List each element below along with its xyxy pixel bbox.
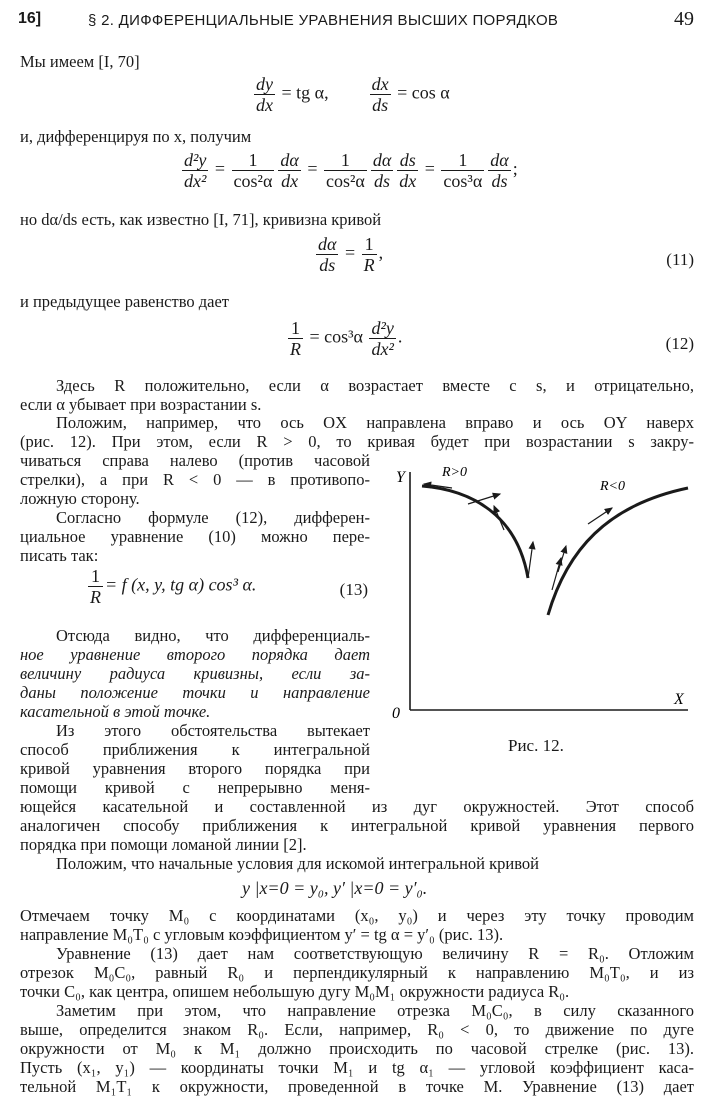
text-line: циальное уравнение (10) можно пере-	[20, 527, 370, 546]
section-marker: 16]	[18, 10, 42, 27]
axis-x-label: X	[674, 691, 684, 708]
text-line: порядка при помощи ломаной линии [2].	[20, 835, 307, 854]
text-line: ющейся касательной и составленной из дуг окружностей. Этот способ	[20, 797, 694, 816]
text-line: Заметим при этом, что направление отрезка M₀C₀, в силу сказанного	[56, 1001, 694, 1020]
text-line: выше, определится знаком R₀. Если, например, R₀ < 0, то движение по дуге	[20, 1020, 694, 1039]
text-line: ное уравнение второго порядка дает	[20, 645, 370, 664]
text-line: способ приближения к интегральной	[20, 740, 370, 759]
text-line: тельной M₁T₁ к окружности, проведенной в точке M. Уравнение (13) дает	[20, 1077, 694, 1096]
figure-caption: Рис. 12.	[508, 736, 564, 755]
text-line: окружности от M₀ к M₁ должно происходить по часовой стрелке (рис. 13).	[20, 1039, 694, 1058]
text-line: Мы имеем [I, 70]	[20, 52, 140, 71]
equation-number: (12)	[665, 334, 694, 353]
text-line: помощи кривой с непрерывно меня-	[20, 778, 370, 797]
text-line: но dα/ds есть, как известно [I, 71], кривизна кривой	[20, 210, 382, 229]
text-line: Пусть (x₁, y₁) — координаты точки M₁ и tg α₁ — угловой коэффициент каса-	[20, 1058, 694, 1077]
fraction-numerator: dx	[371, 74, 389, 94]
text-line: Положим, что начальные условия для искомой интегральной кривой	[56, 854, 539, 873]
equation-13: $\frac{1}{R}$ = f (x, y, tg α) cos³ α.	[90, 566, 257, 607]
curve-positive	[422, 486, 528, 578]
text-line: аналогичен способу приближения к интегральной кривой уравнения первого	[20, 816, 694, 835]
text-line: чиваться справа налево (против часовой	[20, 451, 370, 470]
text-line: даны положение точки и направление	[20, 683, 370, 702]
chapter-title: § 2. ДИФФЕРЕНЦИАЛЬНЫЕ УРАВНЕНИЯ ВЫСШИХ ПОРЯДКОВ	[88, 12, 559, 29]
text-line: отрезок M₀C₀, равный R₀ и перпендикулярный к направлению M₀T₀, и из	[20, 963, 694, 982]
running-header	[18, 10, 694, 38]
equation-rhs: = cos α	[397, 82, 450, 103]
text-line: ложную сторону.	[20, 489, 140, 508]
equation-number: (11)	[666, 250, 694, 269]
equation-second-derivative: $\frac{\text{d²y}}{\text{dx²}}$ = $\frac{1}{\text{cos²α}}$ $\frac{d\alpha}{dx}$ = $\frac{1}{\text{cos²α}}$ $\frac{d\alpha}{ds}$ $\frac{ds}{dx}$ = $\frac{1}{\text{cos³α}}$ $\frac{d\alpha}{ds}$ ;	[184, 150, 518, 191]
text-line: и, дифференцируя по x, получим	[20, 127, 252, 146]
equation-12: $\frac{1}{R}$ = cos³α $\frac{\text{d²y}}{\text{dx²}}$ .	[290, 318, 403, 359]
text-line: кривой уравнения второго порядка при	[20, 759, 370, 778]
fraction-denominator: dx	[256, 95, 273, 115]
axis-y-label: Y	[396, 469, 405, 486]
figure-12	[382, 460, 698, 760]
tangent-arrow	[494, 506, 504, 530]
tangent-arrow	[558, 546, 566, 572]
equation-11: $\frac{d\alpha}{ds}$ = $\frac{1}{R}$ ,	[318, 234, 384, 275]
text-line: точки C₀, как центра, опишем небольшую дугу M₀M₁ окружности радиуса R₀.	[20, 982, 570, 1001]
text-line: величину радиуса кривизны, если за-	[20, 664, 370, 683]
text-line: Положим, например, что ось OX направлена вправо и ось OY наверх	[56, 413, 694, 432]
equation-initial-conditions: y |x=0 = y₀, y′ |x=0 = y′₀.	[242, 878, 428, 898]
fraction-numerator: dy	[256, 74, 273, 94]
label-r-positive: R>0	[442, 465, 467, 480]
text-line: стрелки), а при R < 0 — в противопо-	[20, 470, 370, 489]
text-line: если α убывает при возрастании s.	[20, 395, 262, 414]
text-line: Отсюда видно, что дифференциаль-	[56, 626, 370, 645]
equation-rhs: = tg α,	[281, 82, 329, 103]
text-line: Из этого обстоятельства вытекает	[56, 721, 370, 740]
text-line: касательной в этой точке.	[20, 702, 211, 721]
text-line: Отмечаем точку M₀ с координатами (x₀, y₀) и через эту точку проводим	[20, 906, 694, 925]
page-number: 49	[674, 8, 694, 30]
fraction-denominator: ds	[372, 95, 389, 115]
text-line: Согласно формуле (12), дифферен-	[56, 508, 370, 527]
text-line: и предыдущее равенство дает	[20, 292, 230, 311]
text-line: Здесь R положительно, если α возрастает вместе с s, и отрицательно,	[56, 376, 694, 395]
text-line: писать так:	[20, 546, 99, 565]
label-r-negative: R<0	[600, 479, 625, 494]
curve-negative	[548, 488, 688, 615]
text-line: направление M₀T₀ с угловым коэффициентом y′ = tg α = y′₀ (рис. 13).	[20, 925, 504, 944]
tangent-arrow	[528, 542, 533, 578]
text-line: Уравнение (13) дает нам соответствующую величину R = R₀. Отложим	[56, 944, 694, 963]
text-line: (рис. 12). При этом, если R > 0, то кривая будет при возрастании s закру-	[20, 432, 694, 451]
origin-label: 0	[392, 705, 400, 722]
equation-first	[252, 74, 450, 115]
equation-number: (13)	[339, 580, 368, 599]
